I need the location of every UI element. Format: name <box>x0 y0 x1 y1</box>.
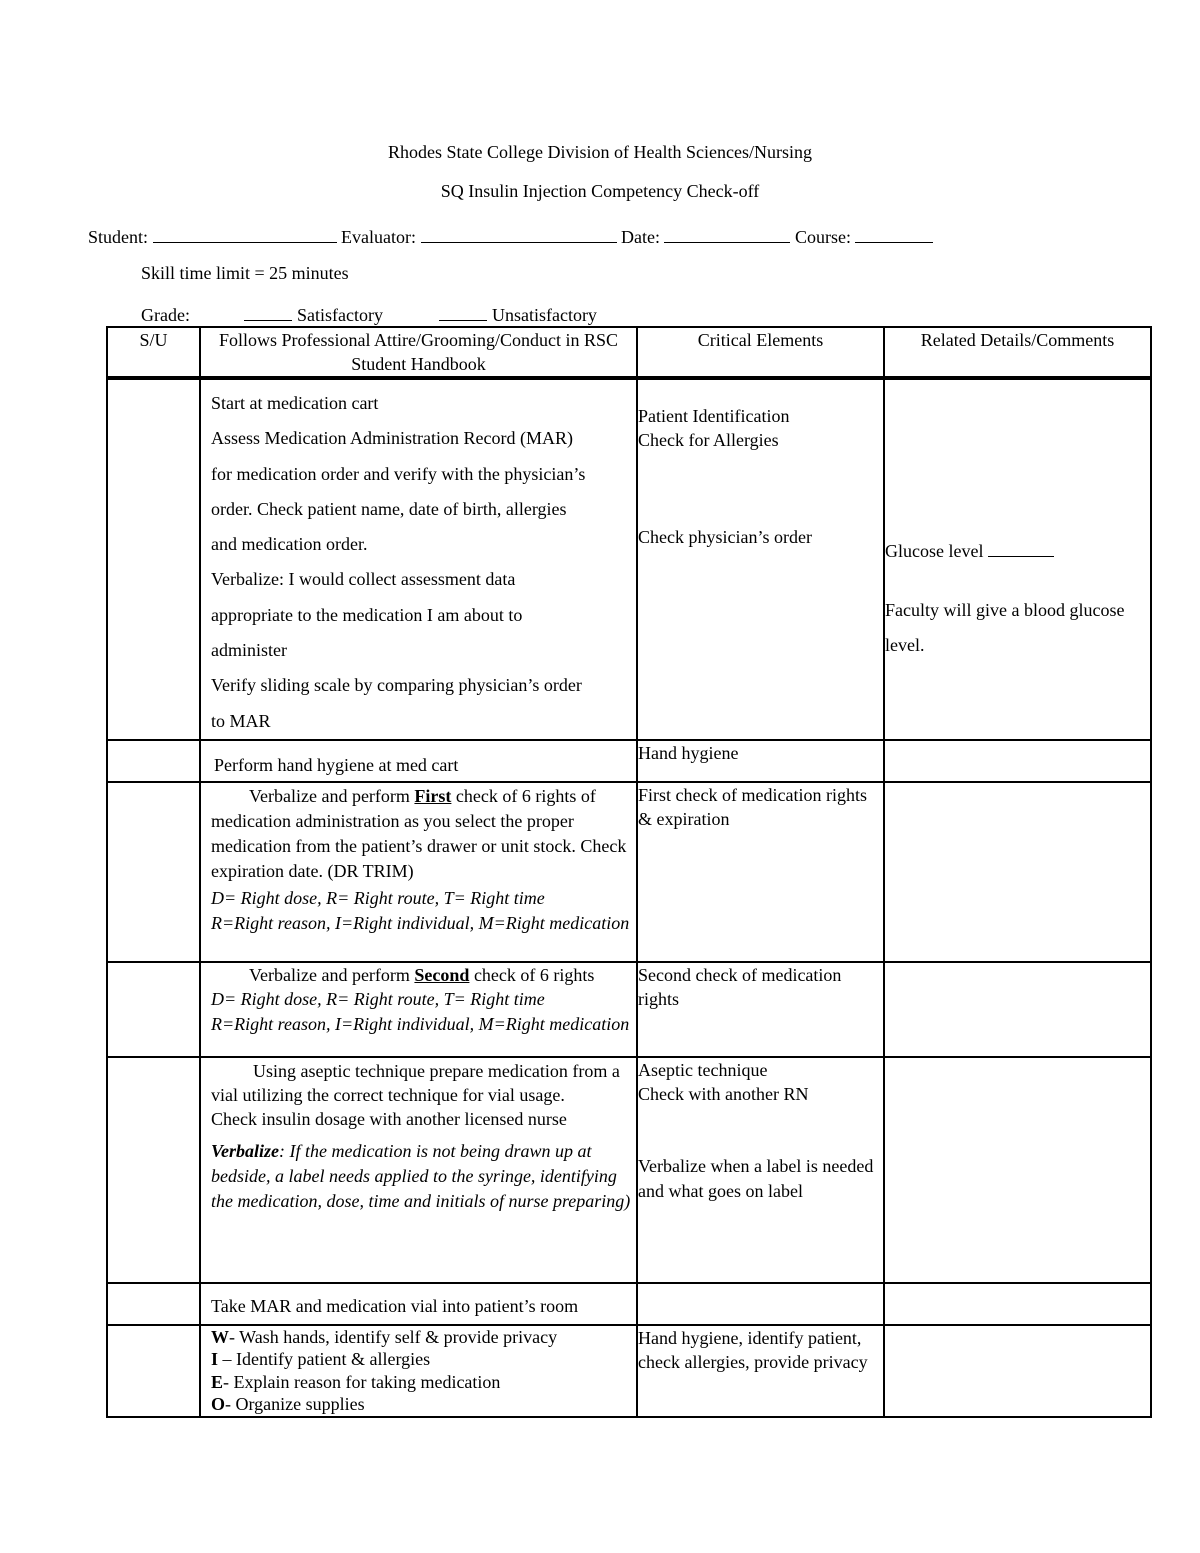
critical-item: Aseptic technique <box>638 1059 768 1080</box>
step-text-prepare: Using aseptic technique prepare medication from a vial utilizing the correct technique for vial usage. <box>211 1060 620 1105</box>
table-row <box>107 740 1151 782</box>
wieo-text: - Explain reason for taking medication <box>223 1371 501 1392</box>
su-cell[interactable] <box>107 1057 200 1283</box>
step-cell <box>200 962 637 1057</box>
header-critical: Critical Elements <box>637 327 884 378</box>
unsatisfactory-blank[interactable] <box>439 302 487 321</box>
critical-item: Verbalize when a label is needed and what goes on label <box>638 1155 874 1201</box>
unsatisfactory-label: Unsatisfactory <box>491 305 597 325</box>
step-line: appropriate to the medication I am about to <box>211 604 523 625</box>
comments-cell <box>884 378 1151 740</box>
check-number: First <box>414 785 452 806</box>
critical-cell <box>637 962 884 1057</box>
wieo-text: – Identify patient & allergies <box>218 1349 431 1370</box>
table-row <box>107 1057 1151 1283</box>
rights-line: R=Right reason, I=Right individual, M=Right medication <box>211 1013 630 1034</box>
course-label: Course: <box>794 227 851 247</box>
comments-cell[interactable] <box>884 962 1151 1057</box>
wieo-item <box>211 1393 632 1416</box>
step-cell <box>200 378 637 740</box>
critical-item: Patient Identification <box>638 406 790 426</box>
critical-cell <box>637 1057 884 1283</box>
glucose-blank[interactable] <box>988 538 1054 557</box>
glucose-line <box>885 538 1150 563</box>
step-text-check: Check insulin dosage with another licensed nurse <box>211 1108 567 1129</box>
step-line: Assess Medication Administration Record (MAR) <box>211 428 573 449</box>
step-text: Take MAR and medication vial into patient’s room <box>211 1295 579 1316</box>
step-line: order. Check patient name, date of birth, allergies <box>211 498 567 519</box>
critical-cell <box>637 740 884 782</box>
document-subtitle: SQ Insulin Injection Competency Check-off <box>440 181 760 201</box>
time-limit: Skill time limit = 25 minutes <box>141 263 349 283</box>
wieo-letter: E <box>211 1371 224 1392</box>
step-cell <box>200 1325 637 1417</box>
wieo-letter: W <box>211 1326 229 1347</box>
table-row <box>107 1283 1151 1325</box>
step-text-post: check of 6 rights of medication administration as you select the proper medication from the patient’s drawer or unit stock. Check expiration date. (DR TRIM) <box>211 785 627 881</box>
wieo-text: - Wash hands, identify self & provide privacy <box>229 1326 558 1347</box>
student-label: Student: <box>88 227 149 247</box>
evaluator-label: Evaluator: <box>341 227 416 247</box>
verbalize-text: : If the medication is not being drawn up at bedside, a label needs applied to the syringe, identifying the medication, dose, time and initials of nurse preparing) <box>211 1140 631 1211</box>
su-cell[interactable] <box>107 782 200 962</box>
wieo-item <box>211 1348 632 1371</box>
su-cell[interactable] <box>107 1325 200 1417</box>
su-cell[interactable] <box>107 740 200 782</box>
document-title: Rhodes State College Division of Health Sciences/Nursing <box>388 142 812 162</box>
grade-label: Grade: <box>141 305 190 325</box>
wieo-letter: I <box>211 1349 219 1370</box>
critical-item: Hand hygiene, identify patient, check allergies, provide privacy <box>638 1327 868 1372</box>
critical-cell <box>637 782 884 962</box>
verbalize-label: Verbalize <box>211 1140 280 1161</box>
step-text-pre: Verbalize and perform <box>249 785 410 806</box>
wieo-letter: O <box>211 1394 226 1415</box>
step-text <box>211 784 632 884</box>
table-row <box>107 378 1151 740</box>
table-row <box>107 1325 1151 1417</box>
wieo-item <box>211 1326 632 1349</box>
rights-line: D= Right dose, R= Right route, T= Right time <box>211 988 545 1009</box>
step-cell <box>200 782 637 962</box>
step-text <box>211 1059 632 1107</box>
student-blank[interactable] <box>153 224 337 243</box>
header-su: S/U <box>107 327 200 378</box>
step-text: Perform hand hygiene at med cart <box>214 754 459 775</box>
glucose-label: Glucose level <box>885 541 984 561</box>
critical-cell <box>637 378 884 740</box>
header-comments: Related Details/Comments <box>884 327 1151 378</box>
critical-item: Second check of medication rights <box>638 964 842 1009</box>
critical-cell <box>637 1325 884 1417</box>
step-line: to MAR <box>211 710 271 731</box>
table-row <box>107 782 1151 962</box>
verbalize-note <box>211 1139 632 1214</box>
comments-cell[interactable] <box>884 1057 1151 1283</box>
critical-item: Check physician’s order <box>638 527 812 547</box>
step-line: Verbalize: I would collect assessment data <box>211 569 516 590</box>
table-header-row <box>107 327 1151 378</box>
comments-cell[interactable] <box>884 1325 1151 1417</box>
comments-cell[interactable] <box>884 1283 1151 1325</box>
satisfactory-blank[interactable] <box>244 302 292 321</box>
step-cell <box>200 740 637 782</box>
step-text-pre: Verbalize and perform <box>249 964 410 985</box>
step-cell <box>200 1283 637 1325</box>
critical-item: Check for Allergies <box>638 430 779 450</box>
su-cell[interactable] <box>107 1283 200 1325</box>
critical-item: Check with another RN <box>638 1083 809 1104</box>
step-text-post: check of 6 rights <box>473 964 595 985</box>
grade-line <box>141 302 597 326</box>
step-line: Verify sliding scale by comparing physician’s order <box>211 675 582 696</box>
competency-table <box>106 326 1152 1418</box>
rights-line: R=Right reason, I=Right individual, M=Right medication <box>211 912 630 933</box>
course-blank[interactable] <box>855 224 933 243</box>
su-cell[interactable] <box>107 962 200 1057</box>
step-cell <box>200 1057 637 1283</box>
header-steps: Follows Professional Attire/Grooming/Conduct in RSC Student Handbook <box>200 327 637 378</box>
comments-cell[interactable] <box>884 782 1151 962</box>
satisfactory-label: Satisfactory <box>296 305 383 325</box>
wieo-text: - Organize supplies <box>225 1394 365 1415</box>
wieo-item <box>211 1371 632 1394</box>
step-line: for medication order and verify with the physician’s <box>211 463 586 484</box>
step-line: administer <box>211 640 287 661</box>
evaluator-blank[interactable] <box>421 224 617 243</box>
date-label: Date: <box>621 227 660 247</box>
su-cell[interactable] <box>107 378 200 740</box>
info-line <box>88 224 933 248</box>
step-line: Start at medication cart <box>211 393 379 413</box>
comments-cell[interactable] <box>884 740 1151 782</box>
faculty-note: Faculty will give a blood glucose level. <box>885 600 1125 655</box>
table-row <box>107 962 1151 1057</box>
critical-item: Hand hygiene <box>638 742 739 763</box>
critical-item: First check of medication rights & expiration <box>638 784 867 829</box>
step-line: and medication order. <box>211 534 368 555</box>
critical-cell[interactable] <box>637 1283 884 1325</box>
check-number: Second <box>414 964 470 985</box>
rights-line: D= Right dose, R= Right route, T= Right time <box>211 887 545 908</box>
step-text <box>211 963 632 987</box>
date-blank[interactable] <box>664 224 790 243</box>
